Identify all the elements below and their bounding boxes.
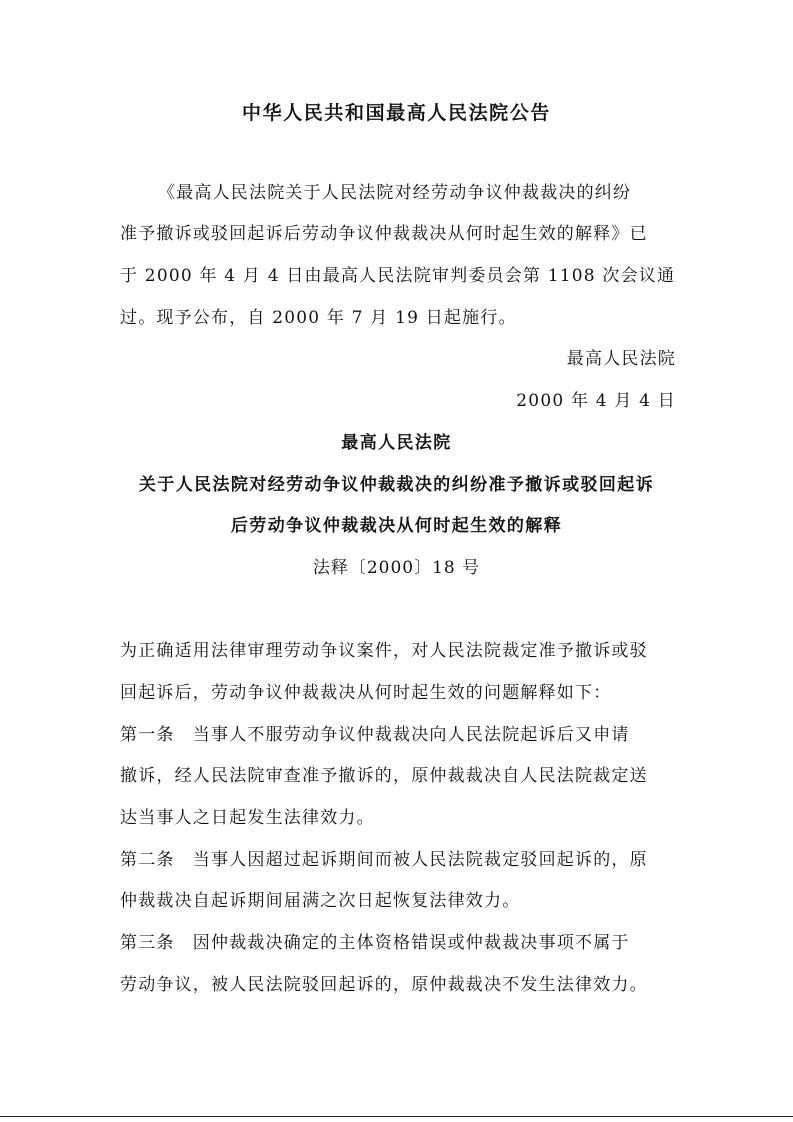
article-3-line: 劳动争议，被人民法院驳回起诉的，原仲裁裁决不发生法律效力。 xyxy=(120,975,648,995)
intro-line: 为正确适用法律审理劳动争议案件，对人民法院裁定准予撤诉或驳 xyxy=(120,641,648,661)
announcement-signature: 最高人民法院 xyxy=(566,349,676,369)
interpretation-heading-title-line-1: 关于人民法院对经劳动争议仲裁裁决的纠纷准予撤诉或驳回起诉 xyxy=(138,475,655,495)
announcement-body-line: 准予撤诉或驳回起诉后劳动争议仲裁裁决从何时起生效的解释》已 xyxy=(120,224,648,244)
page-bottom-divider xyxy=(0,1116,793,1117)
announcement-body-line: 《最高人民法院关于人民法院对经劳动争议仲裁裁决的纠纷 xyxy=(158,183,632,203)
announcement-body-line: 于 2000 年 4 月 4 日由最高人民法院审判委员会第 1108 次会议通 xyxy=(120,266,676,286)
announcement-body-line: 过。现予公布，自 2000 年 7 月 19 日起施行。 xyxy=(120,308,517,328)
article-3-line: 第三条 因仲裁裁决确定的主体资格错误或仲裁裁决事项不属于 xyxy=(120,933,630,953)
announcement-title: 中华人民共和国最高人民法院公告 xyxy=(241,102,551,124)
intro-line: 回起诉后，劳动争议仲裁裁决从何时起生效的问题解释如下： xyxy=(120,683,612,703)
article-1-line: 撤诉，经人民法院审查准予撤诉的，原仲裁裁决自人民法院裁定送 xyxy=(120,766,648,786)
announcement-date: 2000 年 4 月 4 日 xyxy=(516,391,676,411)
document-number: 法释〔2000〕18 号 xyxy=(312,558,481,578)
article-1-line: 第一条 当事人不服劳动争议仲裁裁决向人民法院起诉后又申请 xyxy=(120,725,630,745)
interpretation-heading-title-line-2: 后劳动争议仲裁裁决从何时起生效的解释 xyxy=(230,516,563,536)
interpretation-heading-issuer: 最高人民法院 xyxy=(341,433,452,453)
article-2-line: 仲裁裁决自起诉期间届满之次日起恢复法律效力。 xyxy=(120,891,521,911)
article-1-line: 达当事人之日起发生法律效力。 xyxy=(120,808,375,828)
article-2-line: 第二条 当事人因超过起诉期间而被人民法院裁定驳回起诉的，原 xyxy=(120,850,648,870)
